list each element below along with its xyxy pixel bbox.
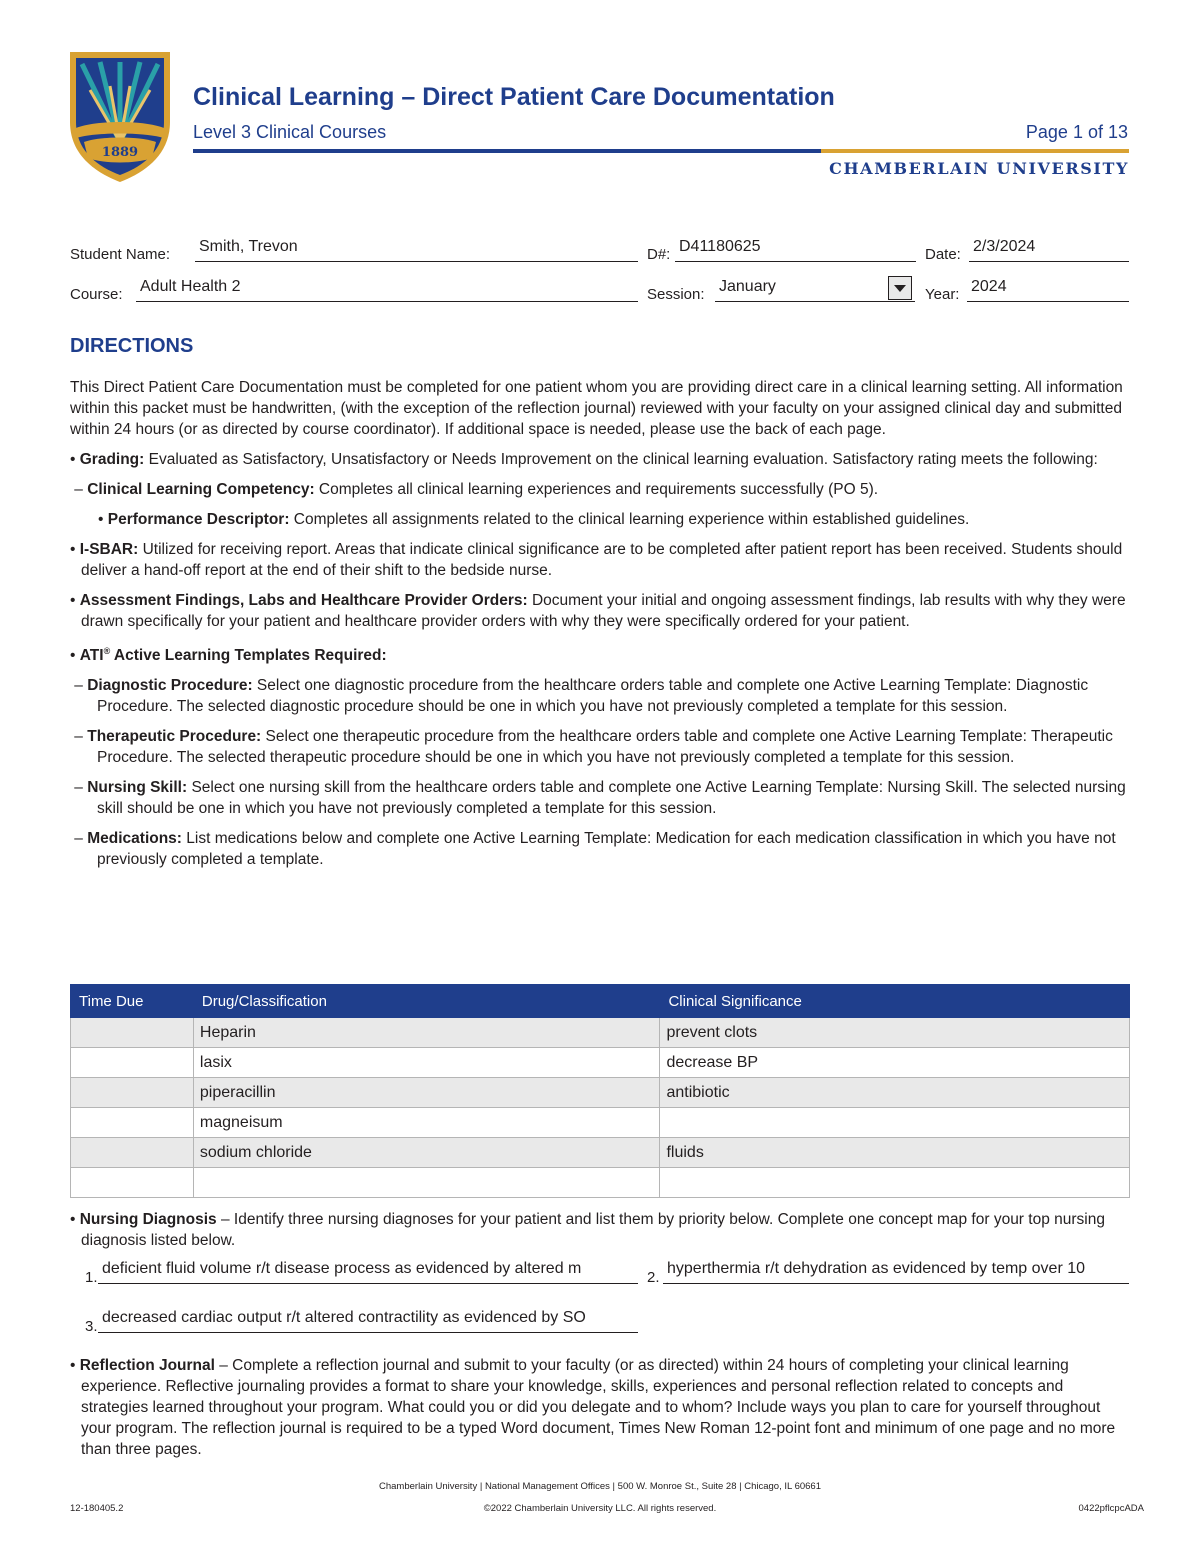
diagnosis-2-field[interactable]: hyperthermia r/t dehydration as evidenced by temp over 10 bbox=[663, 1260, 1129, 1284]
time-due-cell[interactable] bbox=[71, 1018, 194, 1048]
footer-address: Chamberlain University | National Management Offices | 500 W. Monroe St., Suite 28 | Chicago, IL 60661 bbox=[379, 1481, 821, 1492]
university-name: CHAMBERLAIN UNIVERSITY bbox=[829, 159, 1129, 178]
year-label: Year: bbox=[925, 286, 960, 303]
bullet-performance: • Performance Descriptor: Completes all assignments related to the clinical learning experience within established guidelines. bbox=[98, 511, 970, 528]
bullet-therapeutic-procedure: – Therapeutic Procedure: Select one therapeutic procedure from the healthcare orders table and complete one Active Learning Template: Therapeutic Procedure. The selected therapeutic procedure should be one in which you have not previously completed a template for this session. bbox=[70, 728, 1113, 767]
column-header-significance: Clinical Significance bbox=[660, 985, 1130, 1018]
svg-text:1889: 1889 bbox=[101, 145, 139, 160]
drug-cell[interactable]: sodium chloride bbox=[193, 1138, 660, 1168]
d-number-field[interactable]: D41180625 bbox=[675, 238, 916, 262]
significance-cell[interactable] bbox=[660, 1108, 1130, 1138]
drug-cell[interactable]: Heparin bbox=[193, 1018, 660, 1048]
table-row bbox=[71, 1138, 1130, 1168]
course-field[interactable]: Adult Health 2 bbox=[136, 278, 638, 302]
column-header-drug: Drug/Classification bbox=[193, 985, 660, 1018]
session-selected-value: January bbox=[719, 278, 776, 295]
directions-body bbox=[70, 377, 1132, 870]
d-number-label: D#: bbox=[647, 246, 671, 263]
header-rule-blue bbox=[193, 149, 821, 153]
bullet-medications: – Medications: List medications below and complete one Active Learning Template: Medication for each medication classification in which you have not previously completed a template. bbox=[70, 830, 1116, 869]
bullet-nursing-skill: – Nursing Skill: Select one nursing skill from the healthcare orders table and complete one Active Learning Template: Nursing Skill. The selected nursing skill should be one in which you have not previously completed a template for this session. bbox=[70, 779, 1126, 818]
time-due-cell[interactable] bbox=[71, 1108, 194, 1138]
time-due-cell[interactable] bbox=[71, 1168, 194, 1198]
significance-cell[interactable] bbox=[660, 1168, 1130, 1198]
table-row bbox=[71, 1078, 1130, 1108]
significance-cell[interactable]: decrease BP bbox=[660, 1048, 1130, 1078]
date-label: Date: bbox=[925, 246, 961, 263]
significance-cell[interactable]: prevent clots bbox=[660, 1018, 1130, 1048]
diagnosis-3-field[interactable]: decreased cardiac output r/t altered contractility as evidenced by SO bbox=[98, 1309, 638, 1333]
drug-cell[interactable]: lasix bbox=[193, 1048, 660, 1078]
bullet-ati: • ATI® Active Learning Templates Required: bbox=[70, 646, 387, 665]
reflection-journal-section bbox=[70, 1355, 1132, 1460]
time-due-cell[interactable] bbox=[71, 1048, 194, 1078]
bullet-competency: – Clinical Learning Competency: Completes all clinical learning experiences and requirements successfully (PO 5). bbox=[70, 481, 879, 498]
page-number: Page 1 of 13 bbox=[1025, 122, 1128, 142]
date-field[interactable]: 2/3/2024 bbox=[969, 238, 1129, 262]
year-field[interactable]: 2024 bbox=[967, 278, 1129, 302]
diagnosis-number-3: 3. bbox=[85, 1318, 98, 1335]
document-subtitle: Level 3 Clinical Courses bbox=[193, 122, 387, 142]
bullet-assessment: • Assessment Findings, Labs and Healthcare Provider Orders: Document your initial and ongoing assessment findings, lab results with why they were drawn specifically for your patient and healthcare provider orders with why they were specifically ordered for your patient. bbox=[70, 592, 1126, 630]
diagnosis-number-2: 2. bbox=[647, 1269, 660, 1286]
bullet-reflection-journal: • Reflection Journal – Complete a reflection journal and submit to your faculty (or as directed) within 24 hours of completing your clinical learning experience. Reflective journaling provides a format to share your knowledge, skills, experiences and personal reflection related to concepts and strategies learned throughout your program. What could you or did you delegate and to whom? Include ways you plan to care for yourself throughout your program. The reflection journal is required to be a typed Word document, Times New Roman 12-point font and minimum of one page and no more than three pages. bbox=[70, 1357, 1116, 1458]
time-due-cell[interactable] bbox=[71, 1078, 194, 1108]
diagnosis-1-field[interactable]: deficient fluid volume r/t disease process as evidenced by altered m bbox=[98, 1260, 638, 1284]
table-row bbox=[71, 1048, 1130, 1078]
student-name-field[interactable]: Smith, Trevon bbox=[195, 238, 638, 262]
document-title: Clinical Learning – Direct Patient Care Documentation bbox=[193, 83, 835, 111]
drug-cell[interactable]: piperacillin bbox=[193, 1078, 660, 1108]
drug-cell[interactable]: magneisum bbox=[193, 1108, 660, 1138]
student-name-label: Student Name: bbox=[70, 246, 171, 263]
significance-cell[interactable]: antibiotic bbox=[660, 1078, 1130, 1108]
footer-code-left: 12-180405.2 bbox=[70, 1503, 124, 1514]
significance-cell[interactable]: fluids bbox=[660, 1138, 1130, 1168]
directions-intro: This Direct Patient Care Documentation must be completed for one patient whom you are providing direct care in a clinical learning setting. All information within this packet must be handwritten, (with the exception of the reflection journal) reviewed with your faculty on your assigned clinical day and submitted within 24 hours (or as directed by course coordinator). If additional space is needed, please use the back of each page. bbox=[70, 379, 1123, 438]
session-label: Session: bbox=[647, 286, 705, 303]
time-due-cell[interactable] bbox=[71, 1138, 194, 1168]
bullet-grading: • Grading: Evaluated as Satisfactory, Unsatisfactory or Needs Improvement on the clinical learning evaluation. Satisfactory rating meets the following: bbox=[70, 451, 1098, 468]
course-label: Course: bbox=[70, 286, 123, 303]
drug-cell[interactable] bbox=[193, 1168, 660, 1198]
table-row bbox=[71, 1108, 1130, 1138]
bullet-diagnostic-procedure: – Diagnostic Procedure: Select one diagnostic procedure from the healthcare orders table and complete one Active Learning Template: Diagnostic Procedure. The selected diagnostic procedure should be one in which you have not previously completed a template for this session. bbox=[70, 677, 1089, 716]
table-row bbox=[71, 1168, 1130, 1198]
table-header-row bbox=[71, 985, 1130, 1018]
column-header-time-due: Time Due bbox=[71, 985, 194, 1018]
footer-code-right: 0422pflcpcADA bbox=[1078, 1503, 1144, 1514]
nursing-diagnosis-section bbox=[70, 1209, 1132, 1251]
bullet-isbar: • I-SBAR: Utilized for receiving report. Areas that indicate clinical significance are to be completed after patient report has been received. Students should deliver a hand-off report at the end of their shift to the bedside nurse. bbox=[70, 541, 1123, 579]
session-select[interactable] bbox=[715, 278, 915, 302]
table-row bbox=[71, 1018, 1130, 1048]
session-dropdown-button[interactable] bbox=[888, 276, 912, 300]
university-crest-logo bbox=[66, 50, 174, 184]
medication-table bbox=[70, 984, 1130, 1198]
chevron-down-icon bbox=[894, 285, 906, 292]
bullet-nursing-diagnosis: • Nursing Diagnosis – Identify three nursing diagnoses for your patient and list them by priority below. Complete one concept map for your top nursing diagnosis listed below. bbox=[70, 1211, 1105, 1249]
header-rule-gold bbox=[821, 149, 1129, 153]
footer-copyright: ©2022 Chamberlain University LLC. All rights reserved. bbox=[483, 1503, 717, 1514]
directions-heading: DIRECTIONS bbox=[70, 335, 194, 357]
diagnosis-number-1: 1. bbox=[85, 1269, 98, 1286]
